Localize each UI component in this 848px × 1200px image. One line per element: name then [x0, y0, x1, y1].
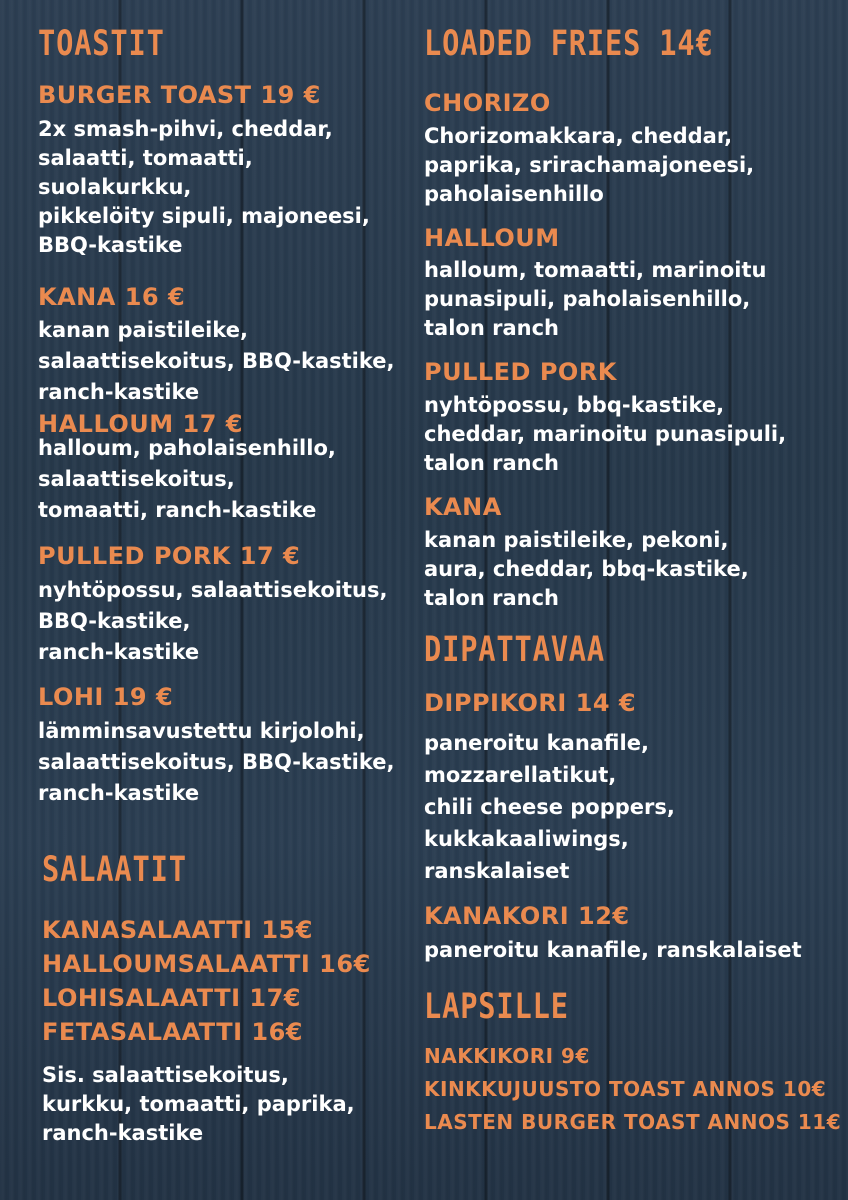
section-title-lapsille: LAPSILLE: [424, 987, 569, 1027]
menu-item-desc: kanan paistileike, pekoni, aura, cheddar, bbq-kastike, talon ranch: [424, 528, 749, 610]
section-title-salaatit: SALAATIT: [42, 850, 187, 890]
menu-item-desc: paneroitu kanafile, ranskalaiset: [424, 938, 802, 962]
menu-item-name: CHORIZO: [424, 89, 551, 117]
kids-item: LASTEN BURGER TOAST ANNOS 11€: [424, 1110, 842, 1134]
salad-item: KANASALAATTI 15€: [42, 916, 313, 944]
section-title-loaded-fries: LOADED FRIES 14€: [424, 24, 714, 64]
menu-item-name: PULLED PORK: [424, 358, 617, 386]
menu-item-desc: halloum, paholaisenhillo, salaattisekoitus, tomaatti, ranch-kastike: [38, 436, 336, 522]
menu-item-desc: paneroitu kanafile, mozzarellatikut, chili cheese poppers, kukkakaaliwings, ranskalaiset: [424, 731, 675, 883]
kids-item: KINKKUJUUSTO TOAST ANNOS 10€: [424, 1077, 827, 1101]
menu-item-name: KANAKORI 12€: [424, 902, 630, 930]
section-title-dipattavaa: DIPATTAVAA: [424, 630, 605, 670]
salad-item: HALLOUMSALAATTI 16€: [42, 950, 371, 978]
menu-item-name: DIPPIKORI 14 €: [424, 689, 637, 717]
section-title-toastit: TOASTIT: [38, 24, 165, 64]
menu-item-desc: Chorizomakkara, cheddar, paprika, srirachamajoneesi, paholaisenhillo: [424, 124, 755, 206]
menu-item-desc: lämminsavustettu kirjolohi, salaattisekoitus, BBQ-kastike, ranch-kastike: [38, 719, 395, 805]
menu-item-desc: nyhtöpossu, salaattisekoitus, BBQ-kastike, ranch-kastike: [38, 578, 388, 664]
kids-item: NAKKIKORI 9€: [424, 1044, 590, 1068]
menu-item-desc: 2x smash-pihvi, cheddar, salaatti, tomaatti, suolakurkku, pikkelöity sipuli, majoneesi, BBQ-kastike: [38, 117, 370, 257]
salad-item: LOHISALAATTI 17€: [42, 984, 301, 1012]
menu-item-desc: kanan paistileike, salaattisekoitus, BBQ-kastike, ranch-kastike: [38, 318, 395, 404]
menu-item-name: KANA: [424, 493, 502, 521]
menu-item-desc: nyhtöpossu, bbq-kastike, cheddar, marinoitu punasipuli, talon ranch: [424, 393, 787, 475]
salad-item: FETASALAATTI 16€: [42, 1018, 303, 1046]
menu-item-name: KANA 16 €: [38, 283, 186, 311]
menu-item-name: HALLOUM 17 €: [38, 410, 243, 438]
menu-item-name: BURGER TOAST 19 €: [38, 81, 321, 109]
menu-item-desc: halloum, tomaatti, marinoitu punasipuli, paholaisenhillo, talon ranch: [424, 258, 767, 340]
salad-note: Sis. salaattisekoitus, kurkku, tomaatti, paprika, ranch-kastike: [42, 1063, 355, 1145]
menu-item-name: HALLOUM: [424, 224, 560, 252]
menu-item-name: LOHI 19 €: [38, 683, 174, 711]
menu-item-name: PULLED PORK 17 €: [38, 542, 301, 570]
